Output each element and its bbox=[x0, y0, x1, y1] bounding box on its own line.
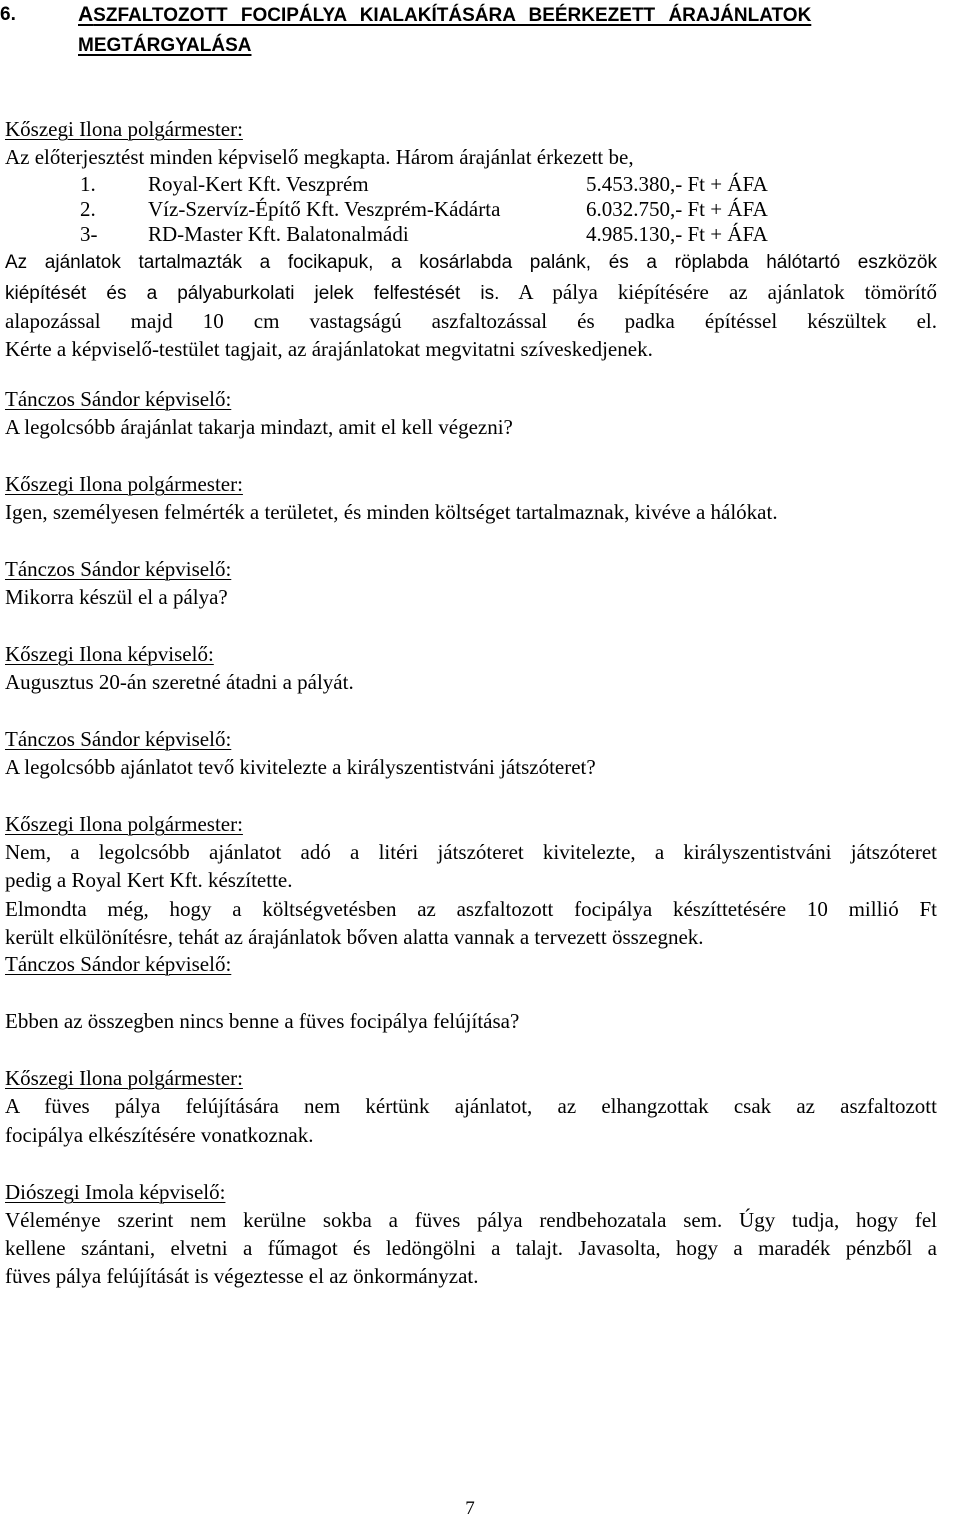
paragraph-line: Ebben az összegben nincs benne a füves focipálya felújítása? bbox=[5, 1009, 520, 1033]
paragraph-segment: A pálya kiépítésére az ajánlatok tömörítő bbox=[518, 280, 938, 304]
paragraph-line: Elmondta még, hogy a költségvetésben az aszfaltozott focipálya készíttetésére 10 millió Ft bbox=[5, 897, 937, 921]
paragraph-line: Az előterjesztést minden képviselő megkapta. Három árajánlat érkezett be, bbox=[5, 145, 634, 169]
offer-number: 2. bbox=[80, 197, 96, 221]
speaker-label: Tánczos Sándor képviselő: bbox=[5, 557, 232, 581]
section-title bbox=[78, 0, 938, 61]
offer-number: 1. bbox=[80, 172, 96, 196]
section-number: 6. bbox=[0, 4, 16, 25]
paragraph-segment: kiépítését és a pályaburkolati jelek felfestését is. bbox=[5, 283, 500, 304]
paragraph-line: pedig a Royal Kert Kft. készítette. bbox=[5, 868, 293, 892]
speaker-label: Kőszegi Ilona polgármester: bbox=[5, 472, 243, 496]
offer-company: Víz-Szervíz-Építő Kft. Veszprém-Kádárta bbox=[148, 197, 501, 221]
paragraph-line: Kérte a képviselő-testület tagjait, az árajánlatokat megvitatni szíveskedjenek. bbox=[5, 337, 653, 361]
paragraph-line bbox=[5, 279, 937, 307]
speaker-label: Tánczos Sándor képviselő: bbox=[5, 952, 232, 976]
page-number: 7 bbox=[465, 1498, 475, 1519]
speaker-label: Kőszegi Ilona polgármester: bbox=[5, 812, 243, 836]
paragraph-line: alapozással majd 10 cm vastagságú aszfaltozással és padka építéssel készültek el. bbox=[5, 309, 937, 333]
offer-company: Royal-Kert Kft. Veszprém bbox=[148, 172, 369, 196]
paragraph-line: került elkülönítésre, tehát az árajánlatok bőven alatta vannak a tervezett összegnek. bbox=[5, 925, 704, 949]
title-line-2: MEGTÁRGYALÁSA bbox=[78, 35, 252, 56]
paragraph-line: A legolcsóbb ajánlatot tevő kivitelezte a királyszentistváni játszóteret? bbox=[5, 755, 596, 779]
paragraph-line: A legolcsóbb árajánlat takarja mindazt, amit el kell végezni? bbox=[5, 415, 513, 439]
offer-price: 5.453.380,- Ft + ÁFA bbox=[586, 172, 768, 196]
offer-number: 3- bbox=[80, 222, 98, 246]
paragraph-line: füves pálya felújítását is végeztesse el az önkormányzat. bbox=[5, 1264, 479, 1288]
speaker-label: Tánczos Sándor képviselő: bbox=[5, 727, 232, 751]
paragraph-line: Igen, személyesen felmérték a területet, és minden költséget tartalmaznak, kivéve a hálókat. bbox=[5, 500, 778, 524]
paragraph-line: Véleménye szerint nem kerülne sokba a füves pálya rendbehozatala sem. Úgy tudja, hogy fel bbox=[5, 1208, 937, 1232]
speaker-label: Kőszegi Ilona képviselő: bbox=[5, 642, 214, 666]
paragraph-line: Nem, a legolcsóbb ajánlatot adó a litéri játszóteret kivitelezte, a királyszentistváni játszóteret bbox=[5, 840, 938, 864]
paragraph-line: kellene szántani, elvetni a fűmagot és ledöngölni a talajt. Javasolta, hogy a maradék pénzből a bbox=[5, 1236, 937, 1260]
paragraph-line: Az ajánlatok tartalmazták a focikapuk, a kosárlabda palánk, és a röplabda hálótartó eszközök bbox=[5, 252, 937, 273]
offer-company: RD-Master Kft. Balatonalmádi bbox=[148, 222, 409, 246]
speaker-label: Kőszegi Ilona polgármester: bbox=[5, 117, 243, 141]
paragraph-line: focipálya elkészítésére vonatkoznak. bbox=[5, 1123, 314, 1147]
paragraph-line: Mikorra készül el a pálya? bbox=[5, 585, 228, 609]
offer-price: 6.032.750,- Ft + ÁFA bbox=[586, 197, 768, 221]
speaker-label: Kőszegi Ilona polgármester: bbox=[5, 1066, 243, 1090]
speaker-label: Tánczos Sándor képviselő: bbox=[5, 387, 232, 411]
paragraph-line: A füves pálya felújítására nem kértünk ajánlatot, az elhangzottak csak az aszfaltozott bbox=[5, 1094, 937, 1118]
speaker-label: Diószegi Imola képviselő: bbox=[5, 1180, 226, 1204]
title-first-letter: A bbox=[78, 3, 94, 26]
offer-price: 4.985.130,- Ft + ÁFA bbox=[586, 222, 768, 246]
title-line-1: SZFALTOZOTT FOCIPÁLYA KIALAKÍTÁSÁRA BEÉRKEZETT ÁRAJÁNLATOK bbox=[93, 5, 812, 26]
paragraph-line: Augusztus 20-án szeretné átadni a pályát. bbox=[5, 670, 354, 694]
